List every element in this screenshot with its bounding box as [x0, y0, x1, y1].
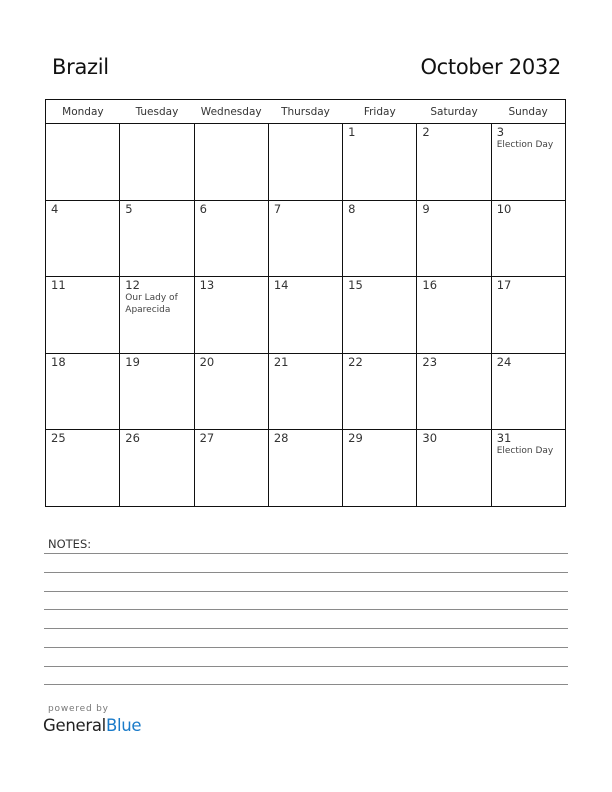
- day-number: 2: [422, 125, 430, 139]
- calendar-grid: [45, 99, 566, 507]
- day-cell: [491, 200, 565, 277]
- day-cell: [268, 200, 342, 277]
- day-cell: [46, 430, 120, 507]
- day-cell: [343, 353, 417, 430]
- day-number: 16: [422, 278, 438, 293]
- notes-line: [44, 647, 568, 648]
- notes-line: [44, 609, 568, 610]
- generalblue-logo: [43, 716, 141, 735]
- notes-line: [44, 572, 568, 573]
- notes-label: NOTES:: [48, 537, 92, 551]
- weekday-header-row: [46, 100, 566, 124]
- day-number: 18: [51, 354, 66, 369]
- day-cell: [491, 430, 565, 507]
- day-cell: [194, 353, 268, 430]
- week-row: [46, 430, 566, 507]
- day-number: 29: [348, 431, 363, 446]
- day-cell: [417, 200, 491, 277]
- day-number: 8: [348, 201, 356, 216]
- day-number: 10: [496, 201, 512, 216]
- brand-blue: Blue: [105, 716, 142, 735]
- weekday-monday: Monday: [46, 100, 120, 124]
- day-cell: [120, 124, 194, 201]
- day-number: 26: [125, 431, 140, 446]
- day-number: 28: [273, 431, 289, 446]
- powered-by-text: powered by: [48, 704, 109, 714]
- week-row: [46, 200, 566, 277]
- day-number: 21: [273, 354, 289, 369]
- month-year-title: October 2032: [420, 55, 561, 79]
- day-number: 13: [199, 278, 215, 293]
- country-title: Brazil: [52, 55, 109, 79]
- day-cell: [120, 200, 194, 277]
- day-number: 30: [422, 431, 438, 446]
- weekday-friday: Friday: [343, 100, 417, 124]
- day-cell: [491, 353, 565, 430]
- day-cell: [343, 200, 417, 277]
- day-number: 4: [51, 201, 59, 216]
- notes-line: [44, 666, 568, 667]
- day-cell: [268, 430, 342, 507]
- day-cell: [46, 124, 120, 201]
- day-number: 7: [273, 201, 282, 216]
- day-number: 9: [422, 201, 430, 216]
- notes-line: [44, 553, 568, 554]
- day-cell: [491, 277, 565, 354]
- day-number: 23: [422, 354, 438, 369]
- day-cell: [268, 124, 342, 201]
- notes-line: [44, 684, 568, 685]
- notes-line: [44, 591, 568, 592]
- day-number: 15: [348, 278, 363, 293]
- day-cell: [120, 353, 194, 430]
- notes-line: [44, 628, 568, 629]
- holiday-label: Our Lady of Aparecida: [125, 293, 178, 316]
- day-cell: [417, 277, 491, 354]
- day-cell: [120, 277, 194, 354]
- weekday-saturday: Saturday: [417, 100, 491, 124]
- day-cell: [46, 277, 120, 354]
- day-cell: [194, 430, 268, 507]
- weekday-wednesday: Wednesday: [194, 100, 268, 124]
- weekday-sunday: Sunday: [491, 100, 565, 124]
- day-number: 19: [125, 354, 140, 369]
- day-number: 17: [496, 278, 512, 293]
- day-cell: [491, 124, 565, 201]
- day-number: 12: [125, 278, 140, 293]
- week-row: [46, 353, 566, 430]
- holiday-label: Election Day: [496, 446, 554, 457]
- day-cell: [46, 353, 120, 430]
- day-number: 5: [125, 201, 133, 216]
- week-row: [46, 124, 566, 201]
- day-cell: [343, 430, 417, 507]
- day-cell: [417, 124, 491, 201]
- day-cell: [194, 200, 268, 277]
- day-number: 24: [496, 354, 512, 369]
- day-cell: [417, 430, 491, 507]
- day-cell: [268, 277, 342, 354]
- day-number: 25: [51, 431, 66, 446]
- holiday-label: Election Day: [496, 140, 554, 150]
- day-number: 1: [348, 125, 356, 139]
- day-cell: [194, 277, 268, 354]
- brand-general: General: [43, 716, 106, 735]
- day-cell: [46, 200, 120, 277]
- week-row: [46, 277, 566, 354]
- day-number: 3: [496, 125, 505, 139]
- day-cell: [120, 430, 194, 507]
- day-number: 20: [199, 354, 215, 369]
- day-number: 31: [496, 431, 512, 446]
- day-cell: [343, 277, 417, 354]
- weekday-tuesday: Tuesday: [120, 100, 194, 124]
- day-cell: [194, 124, 268, 201]
- day-cell: [417, 353, 491, 430]
- day-number: 11: [51, 278, 66, 293]
- day-cell: [343, 124, 417, 201]
- day-number: 14: [273, 278, 289, 293]
- weekday-thursday: Thursday: [268, 100, 342, 124]
- day-number: 6: [199, 201, 207, 216]
- day-number: 27: [199, 431, 215, 446]
- day-cell: [268, 353, 342, 430]
- day-number: 22: [348, 354, 363, 369]
